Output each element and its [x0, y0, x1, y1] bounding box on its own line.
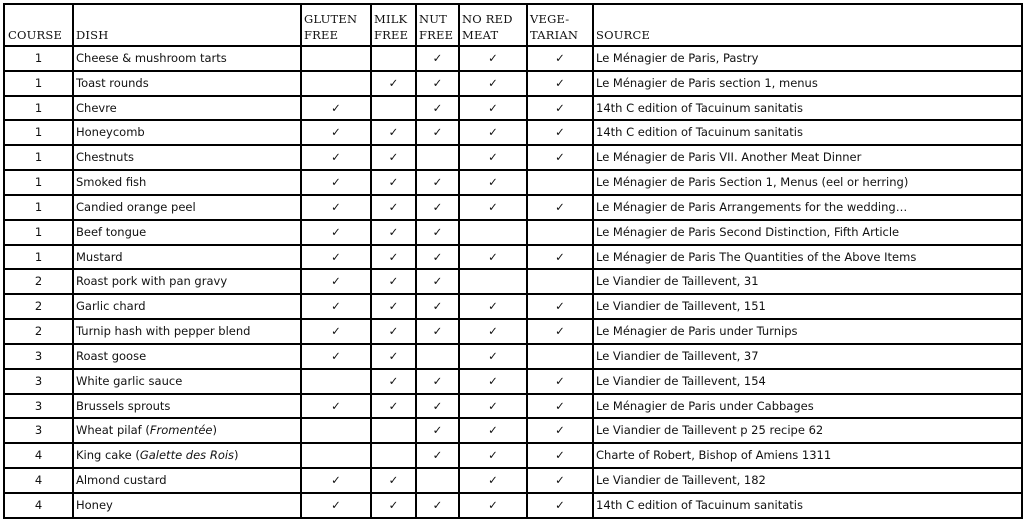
vegetarian-cell	[527, 96, 593, 121]
gluten-free-cell	[301, 195, 371, 220]
vegetarian-cell	[527, 120, 593, 145]
no-red-meat-cell	[459, 294, 527, 319]
no-red-meat-cell	[459, 145, 527, 170]
checkmark-icon: ✓	[432, 175, 443, 190]
milk-free-cell	[371, 245, 416, 270]
course-cell: 1	[4, 46, 73, 71]
menu-body	[4, 46, 1022, 518]
vegetarian-cell	[527, 245, 593, 270]
checkmark-icon: ✓	[555, 299, 565, 314]
header-dish: DISH	[73, 4, 301, 46]
table-row	[4, 245, 1022, 270]
nut-free-cell	[416, 96, 459, 121]
gluten-free-cell	[301, 170, 371, 195]
checkmark-icon: ✓	[555, 199, 565, 214]
checkmark-icon: ✓	[331, 249, 341, 264]
no-red-meat-cell	[459, 46, 527, 71]
header-vegetarian	[527, 4, 593, 46]
checkmark-icon: ✓	[555, 50, 565, 65]
checkmark-icon: ✓	[432, 274, 443, 289]
milk-free-cell	[371, 220, 416, 245]
dish-cell: Cheese & mushroom tarts	[73, 46, 301, 71]
course-cell: 1	[4, 245, 73, 270]
dish-cell	[73, 418, 301, 443]
no-red-meat-cell	[459, 96, 527, 121]
course-cell: 2	[4, 294, 73, 319]
no-red-meat-cell	[459, 344, 527, 369]
checkmark-icon: ✓	[488, 423, 498, 438]
checkmark-icon: ✓	[555, 150, 565, 165]
source-cell: 14th C edition of Tacuinum sanitatis	[593, 493, 1022, 518]
dish-cell: Candied orange peel	[73, 195, 301, 220]
checkmark-icon: ✓	[388, 224, 399, 239]
header-gluten-free	[301, 4, 371, 46]
milk-free-cell	[371, 71, 416, 96]
checkmark-icon: ✓	[488, 497, 498, 512]
table-row	[4, 195, 1022, 220]
checkmark-icon: ✓	[555, 423, 565, 438]
course-cell: 1	[4, 195, 73, 220]
nut-free-cell	[416, 493, 459, 518]
checkmark-icon: ✓	[331, 324, 341, 339]
checkmark-icon: ✓	[432, 199, 443, 214]
checkmark-icon: ✓	[432, 497, 443, 512]
source-cell: Le Viandier de Taillevent p 25 recipe 62	[593, 418, 1022, 443]
source-cell: Le Viandier de Taillevent, 31	[593, 269, 1022, 294]
nut-free-cell	[416, 120, 459, 145]
vegetarian-cell	[527, 319, 593, 344]
nut-free-cell	[416, 344, 459, 369]
dish-cell: Chestnuts	[73, 145, 301, 170]
checkmark-icon: ✓	[331, 497, 341, 512]
course-cell: 1	[4, 145, 73, 170]
nut-free-cell	[416, 71, 459, 96]
source-cell: Le Ménagier de Paris section 1, menus	[593, 71, 1022, 96]
vegetarian-cell	[527, 294, 593, 319]
checkmark-icon: ✓	[388, 199, 399, 214]
dish-italic-text: Galette des Rois	[139, 448, 235, 463]
vegetarian-cell	[527, 71, 593, 96]
source-cell: Le Viandier de Taillevent, 154	[593, 369, 1022, 394]
table-row	[4, 468, 1022, 493]
checkmark-icon: ✓	[555, 472, 565, 487]
nut-free-cell	[416, 245, 459, 270]
milk-free-cell	[371, 418, 416, 443]
dish-cell: Turnip hash with pepper blend	[73, 319, 301, 344]
dish-cell: Roast pork with pan gravy	[73, 269, 301, 294]
table-row	[4, 170, 1022, 195]
checkmark-icon: ✓	[488, 398, 498, 413]
course-cell: 4	[4, 468, 73, 493]
table-row	[4, 493, 1022, 518]
checkmark-icon: ✓	[555, 497, 565, 512]
milk-free-cell	[371, 294, 416, 319]
milk-free-cell	[371, 46, 416, 71]
gluten-free-cell	[301, 245, 371, 270]
checkmark-icon: ✓	[488, 472, 498, 487]
table-row	[4, 46, 1022, 71]
checkmark-icon: ✓	[388, 175, 399, 190]
source-cell: Le Ménagier de Paris Arrangements for the wedding…	[593, 195, 1022, 220]
header-milk-free-line1: MILK	[374, 12, 408, 26]
checkmark-icon: ✓	[432, 75, 443, 90]
source-cell: Le Ménagier de Paris VII. Another Meat Dinner	[593, 145, 1022, 170]
dish-cell: Roast goose	[73, 344, 301, 369]
no-red-meat-cell	[459, 120, 527, 145]
dish-cell: Brussels sprouts	[73, 394, 301, 419]
dish-cell: Almond custard	[73, 468, 301, 493]
course-cell: 1	[4, 220, 73, 245]
checkmark-icon: ✓	[432, 50, 443, 65]
course-cell: 1	[4, 170, 73, 195]
checkmark-icon: ✓	[388, 348, 399, 363]
source-cell: Le Ménagier de Paris Second Distinction, Fifth Article	[593, 220, 1022, 245]
checkmark-icon: ✓	[432, 373, 443, 388]
checkmark-icon: ✓	[388, 150, 399, 165]
milk-free-cell	[371, 344, 416, 369]
nut-free-cell	[416, 443, 459, 468]
checkmark-icon: ✓	[555, 249, 565, 264]
course-cell: 3	[4, 344, 73, 369]
checkmark-icon: ✓	[555, 125, 565, 140]
no-red-meat-cell	[459, 269, 527, 294]
no-red-meat-cell	[459, 170, 527, 195]
course-cell: 1	[4, 96, 73, 121]
table-row	[4, 269, 1022, 294]
no-red-meat-cell	[459, 394, 527, 419]
milk-free-cell	[371, 269, 416, 294]
source-cell: Le Viandier de Taillevent, 182	[593, 468, 1022, 493]
dish-cell	[73, 443, 301, 468]
checkmark-icon: ✓	[388, 324, 399, 339]
dish-cell: Smoked fish	[73, 170, 301, 195]
vegetarian-cell	[527, 220, 593, 245]
checkmark-icon: ✓	[388, 472, 399, 487]
no-red-meat-cell	[459, 493, 527, 518]
checkmark-icon: ✓	[388, 497, 399, 512]
nut-free-cell	[416, 468, 459, 493]
vegetarian-cell	[527, 269, 593, 294]
header-nut-free-line1: NUT	[419, 12, 448, 26]
checkmark-icon: ✓	[388, 274, 399, 289]
nut-free-cell	[416, 319, 459, 344]
no-red-meat-cell	[459, 245, 527, 270]
checkmark-icon: ✓	[331, 274, 341, 289]
gluten-free-cell	[301, 493, 371, 518]
checkmark-icon: ✓	[488, 299, 498, 314]
nut-free-cell	[416, 294, 459, 319]
checkmark-icon: ✓	[488, 373, 498, 388]
vegetarian-cell	[527, 369, 593, 394]
checkmark-icon: ✓	[331, 348, 341, 363]
course-cell: 3	[4, 418, 73, 443]
gluten-free-cell	[301, 443, 371, 468]
no-red-meat-cell	[459, 71, 527, 96]
dish-text: Wheat pilaf (	[76, 423, 150, 438]
course-cell: 4	[4, 493, 73, 518]
no-red-meat-cell	[459, 220, 527, 245]
source-cell: Le Ménagier de Paris Section 1, Menus (eel or herring)	[593, 170, 1022, 195]
gluten-free-cell	[301, 394, 371, 419]
header-gluten-free-line2: FREE	[304, 28, 339, 42]
course-cell: 3	[4, 394, 73, 419]
checkmark-icon: ✓	[432, 299, 443, 314]
header-no-red-meat-line1: NO RED	[462, 12, 513, 26]
gluten-free-cell	[301, 319, 371, 344]
milk-free-cell	[371, 468, 416, 493]
milk-free-cell	[371, 319, 416, 344]
checkmark-icon: ✓	[488, 50, 498, 65]
nut-free-cell	[416, 46, 459, 71]
nut-free-cell	[416, 394, 459, 419]
source-cell: Le Ménagier de Paris under Cabbages	[593, 394, 1022, 419]
milk-free-cell	[371, 493, 416, 518]
nut-free-cell	[416, 418, 459, 443]
checkmark-icon: ✓	[432, 224, 443, 239]
no-red-meat-cell	[459, 443, 527, 468]
table-row	[4, 418, 1022, 443]
checkmark-icon: ✓	[432, 125, 443, 140]
course-cell: 1	[4, 120, 73, 145]
table-row	[4, 344, 1022, 369]
nut-free-cell	[416, 369, 459, 394]
checkmark-icon: ✓	[432, 398, 443, 413]
vegetarian-cell	[527, 344, 593, 369]
table-row	[4, 220, 1022, 245]
checkmark-icon: ✓	[331, 472, 341, 487]
course-cell: 2	[4, 269, 73, 294]
table-row	[4, 319, 1022, 344]
milk-free-cell	[371, 443, 416, 468]
table-row	[4, 120, 1022, 145]
dish-text-suffix: )	[212, 423, 217, 438]
source-cell: Charte of Robert, Bishop of Amiens 1311	[593, 443, 1022, 468]
dish-cell: Garlic chard	[73, 294, 301, 319]
table-row	[4, 96, 1022, 121]
nut-free-cell	[416, 195, 459, 220]
dish-cell: Honeycomb	[73, 120, 301, 145]
vegetarian-cell	[527, 394, 593, 419]
checkmark-icon: ✓	[331, 199, 341, 214]
checkmark-icon: ✓	[388, 125, 399, 140]
header-no-red-meat-line2: MEAT	[462, 28, 499, 42]
checkmark-icon: ✓	[432, 324, 443, 339]
checkmark-icon: ✓	[432, 100, 443, 115]
checkmark-icon: ✓	[432, 249, 443, 264]
vegetarian-cell	[527, 443, 593, 468]
checkmark-icon: ✓	[488, 100, 498, 115]
checkmark-icon: ✓	[331, 299, 341, 314]
no-red-meat-cell	[459, 195, 527, 220]
source-cell: Le Viandier de Taillevent, 37	[593, 344, 1022, 369]
header-row	[4, 4, 1022, 46]
nut-free-cell	[416, 170, 459, 195]
checkmark-icon: ✓	[388, 398, 399, 413]
course-cell: 4	[4, 443, 73, 468]
checkmark-icon: ✓	[555, 398, 565, 413]
dish-cell: Beef tongue	[73, 220, 301, 245]
milk-free-cell	[371, 96, 416, 121]
milk-free-cell	[371, 394, 416, 419]
course-cell: 2	[4, 319, 73, 344]
milk-free-cell	[371, 120, 416, 145]
checkmark-icon: ✓	[388, 75, 399, 90]
course-cell: 3	[4, 369, 73, 394]
vegetarian-cell	[527, 468, 593, 493]
header-nut-free-line2: FREE	[419, 28, 454, 42]
dish-cell: Honey	[73, 493, 301, 518]
gluten-free-cell	[301, 269, 371, 294]
header-nut-free	[416, 4, 459, 46]
milk-free-cell	[371, 145, 416, 170]
table-row	[4, 394, 1022, 419]
checkmark-icon: ✓	[555, 100, 565, 115]
checkmark-icon: ✓	[555, 75, 565, 90]
checkmark-icon: ✓	[331, 175, 341, 190]
checkmark-icon: ✓	[488, 249, 498, 264]
header-no-red-meat	[459, 4, 527, 46]
no-red-meat-cell	[459, 418, 527, 443]
gluten-free-cell	[301, 344, 371, 369]
nut-free-cell	[416, 269, 459, 294]
vegetarian-cell	[527, 493, 593, 518]
checkmark-icon: ✓	[555, 448, 565, 463]
milk-free-cell	[371, 369, 416, 394]
nut-free-cell	[416, 145, 459, 170]
gluten-free-cell	[301, 120, 371, 145]
header-milk-free	[371, 4, 416, 46]
gluten-free-cell	[301, 46, 371, 71]
header-source: SOURCE	[593, 4, 1022, 46]
dish-text-suffix: )	[234, 448, 239, 463]
checkmark-icon: ✓	[331, 125, 341, 140]
vegetarian-cell	[527, 418, 593, 443]
table-row	[4, 145, 1022, 170]
source-cell: 14th C edition of Tacuinum sanitatis	[593, 120, 1022, 145]
header-gluten-free-line1: GLUTEN	[304, 12, 358, 26]
no-red-meat-cell	[459, 468, 527, 493]
source-cell: Le Viandier de Taillevent, 151	[593, 294, 1022, 319]
milk-free-cell	[371, 170, 416, 195]
checkmark-icon: ✓	[488, 175, 498, 190]
checkmark-icon: ✓	[488, 125, 498, 140]
checkmark-icon: ✓	[388, 249, 399, 264]
gluten-free-cell	[301, 71, 371, 96]
source-cell: 14th C edition of Tacuinum sanitatis	[593, 96, 1022, 121]
checkmark-icon: ✓	[388, 299, 399, 314]
milk-free-cell	[371, 195, 416, 220]
nut-free-cell	[416, 220, 459, 245]
source-cell: Le Ménagier de Paris under Turnips	[593, 319, 1022, 344]
dish-italic-text: Fromentée	[149, 423, 213, 438]
no-red-meat-cell	[459, 319, 527, 344]
dish-cell: Chevre	[73, 96, 301, 121]
checkmark-icon: ✓	[331, 398, 341, 413]
checkmark-icon: ✓	[488, 75, 498, 90]
gluten-free-cell	[301, 294, 371, 319]
gluten-free-cell	[301, 369, 371, 394]
checkmark-icon: ✓	[432, 423, 443, 438]
gluten-free-cell	[301, 96, 371, 121]
vegetarian-cell	[527, 195, 593, 220]
source-cell: Le Ménagier de Paris, Pastry	[593, 46, 1022, 71]
gluten-free-cell	[301, 220, 371, 245]
table-row	[4, 443, 1022, 468]
source-cell: Le Ménagier de Paris The Quantities of the Above Items	[593, 245, 1022, 270]
checkmark-icon: ✓	[488, 448, 498, 463]
header-vegetarian-line1: VEGE-	[530, 12, 570, 26]
course-cell: 1	[4, 71, 73, 96]
table-row	[4, 71, 1022, 96]
vegetarian-cell	[527, 170, 593, 195]
table-row	[4, 369, 1022, 394]
vegetarian-cell	[527, 145, 593, 170]
dish-cell: Mustard	[73, 245, 301, 270]
checkmark-icon: ✓	[331, 150, 341, 165]
header-vegetarian-line2: TARIAN	[530, 28, 579, 42]
gluten-free-cell	[301, 468, 371, 493]
checkmark-icon: ✓	[388, 373, 399, 388]
gluten-free-cell	[301, 145, 371, 170]
vegetarian-cell	[527, 46, 593, 71]
header-milk-free-line2: FREE	[374, 28, 409, 42]
gluten-free-cell	[301, 418, 371, 443]
no-red-meat-cell	[459, 369, 527, 394]
dish-cell: Toast rounds	[73, 71, 301, 96]
checkmark-icon: ✓	[555, 324, 565, 339]
checkmark-icon: ✓	[488, 199, 498, 214]
checkmark-icon: ✓	[331, 224, 341, 239]
checkmark-icon: ✓	[432, 448, 443, 463]
checkmark-icon: ✓	[331, 100, 341, 115]
checkmark-icon: ✓	[555, 373, 565, 388]
dish-text: King cake (	[76, 448, 140, 463]
menu-table	[3, 3, 1023, 519]
checkmark-icon: ✓	[488, 348, 498, 363]
dish-cell: White garlic sauce	[73, 369, 301, 394]
table-row	[4, 294, 1022, 319]
checkmark-icon: ✓	[488, 150, 498, 165]
checkmark-icon: ✓	[488, 324, 498, 339]
header-course: COURSE	[4, 4, 73, 46]
